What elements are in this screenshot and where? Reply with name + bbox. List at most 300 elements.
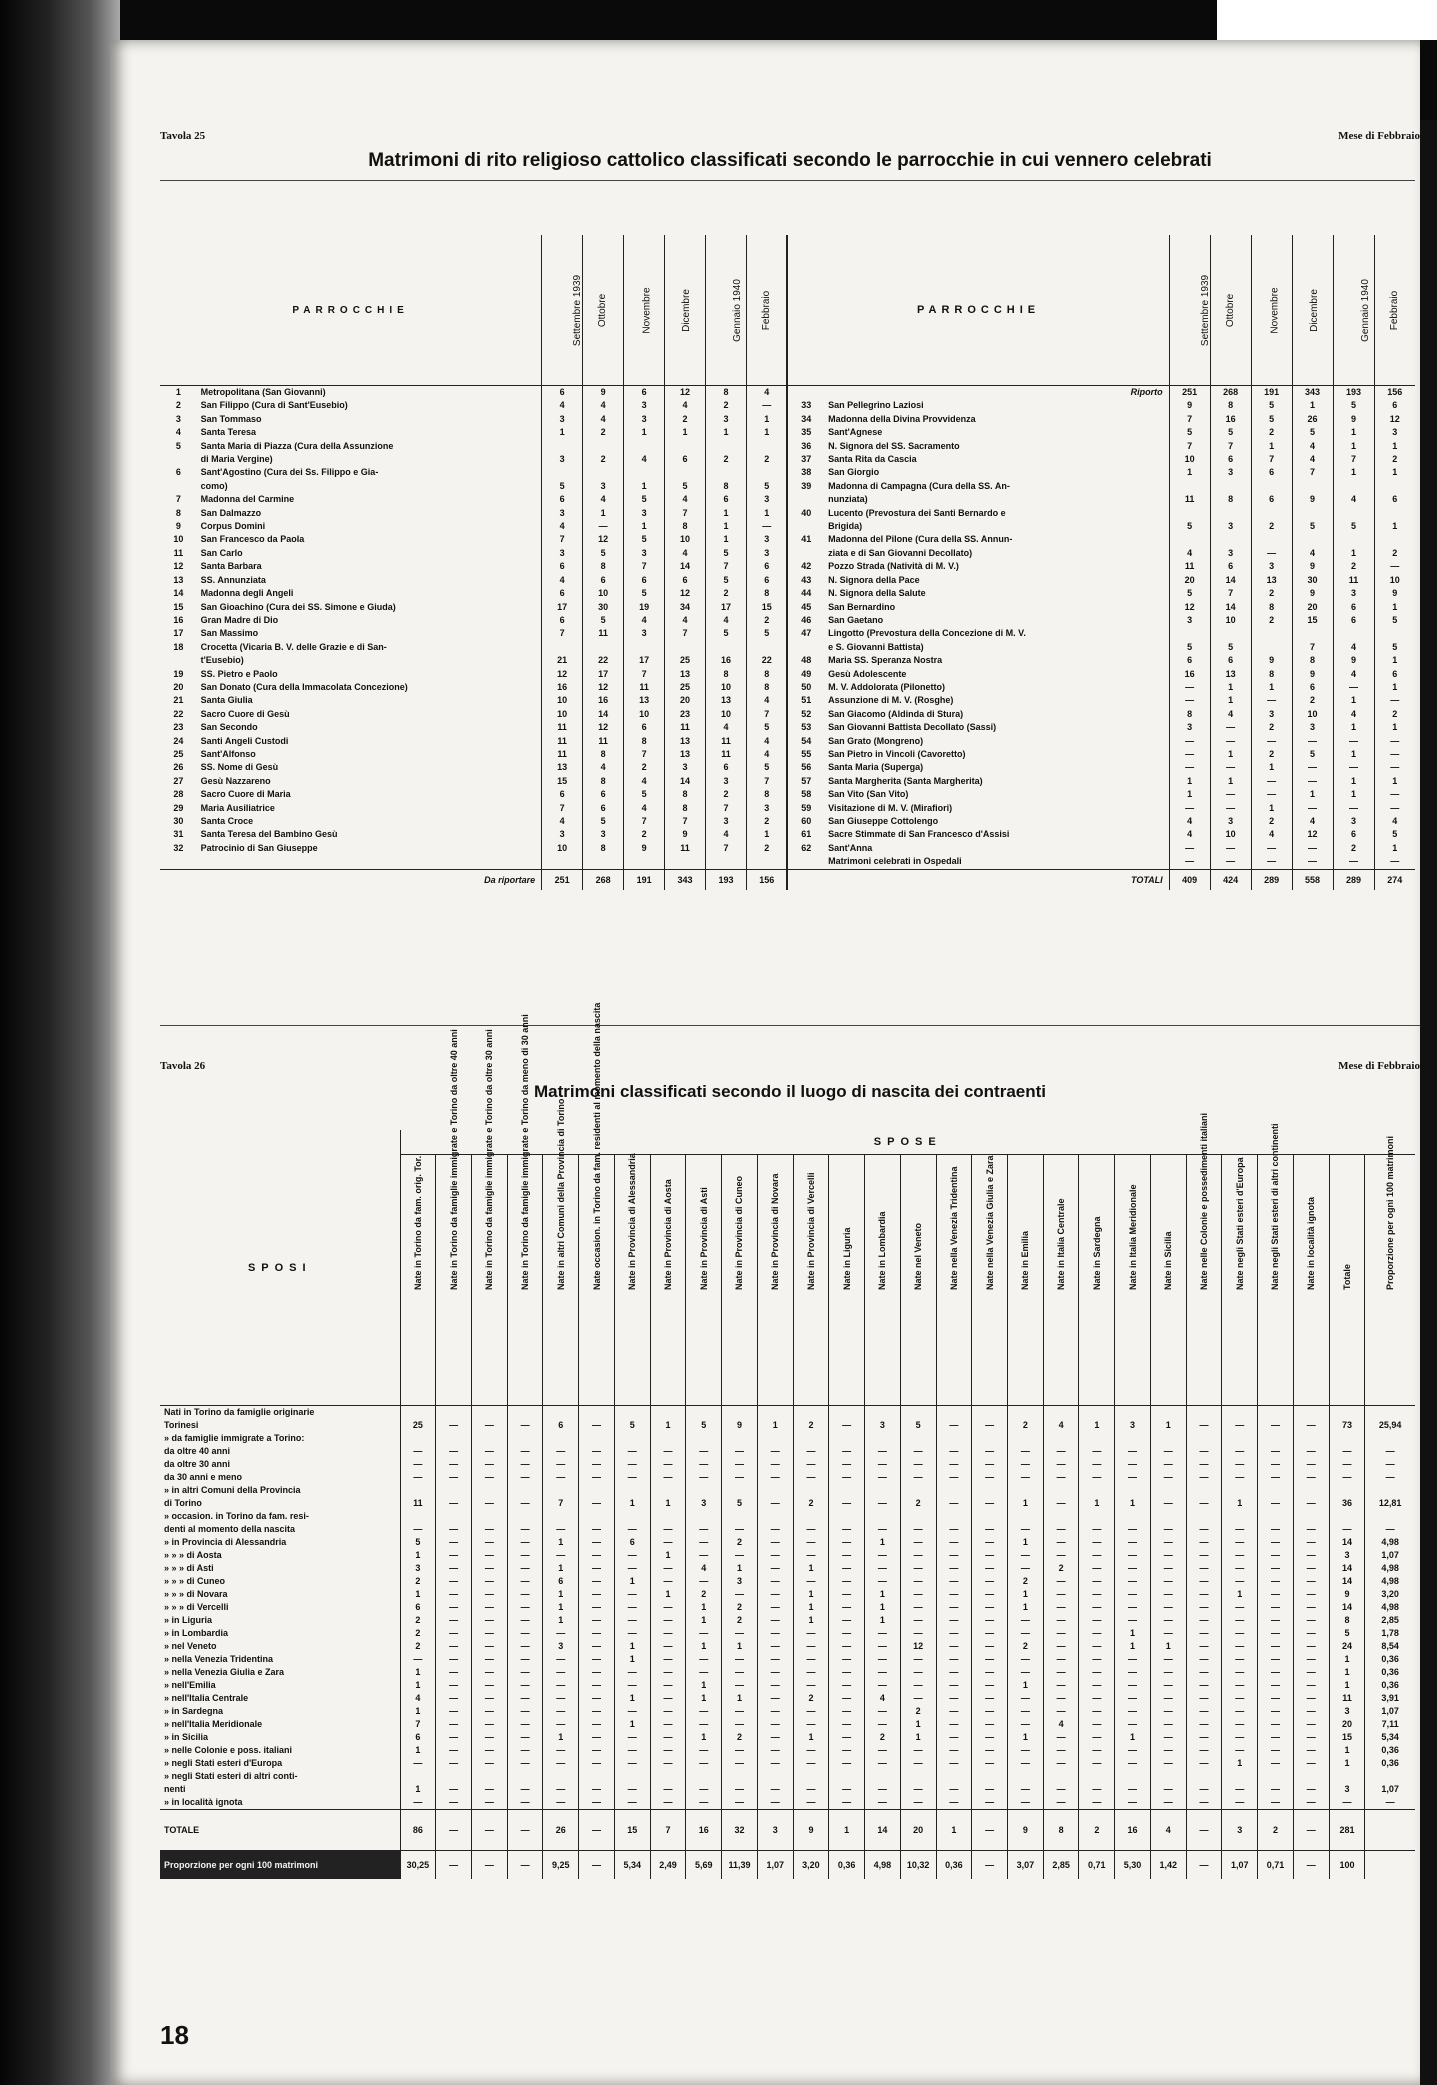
row-index: 53 (787, 721, 824, 734)
row-index: 45 (787, 601, 824, 614)
month-value: 6 (1333, 614, 1374, 627)
cell-value: 1 (1329, 1666, 1365, 1679)
cell-value: — (650, 1536, 686, 1549)
cell-value: — (507, 1549, 543, 1562)
cell-value: — (757, 1705, 793, 1718)
cell-value: — (1258, 1627, 1294, 1640)
cell-value: 1 (865, 1588, 901, 1601)
row-index: 38 (787, 466, 824, 479)
cell-value: — (579, 1588, 615, 1601)
row-index: 16 (173, 614, 184, 625)
parrocchia-name (197, 855, 542, 869)
cell-value: — (1079, 1549, 1115, 1562)
month-value: 1 (1333, 694, 1374, 707)
cell-value: — (793, 1549, 829, 1562)
cell-value (1258, 1406, 1294, 1420)
month-value (583, 466, 624, 479)
cell-value: 1 (793, 1588, 829, 1601)
month-value: — (1374, 560, 1415, 573)
proporzione-value: 3,07 (1007, 1851, 1043, 1880)
month-value: 7 (747, 708, 788, 721)
row-label: » in Sardegna (164, 1706, 224, 1716)
row-label: » in Lombardia (164, 1628, 229, 1638)
cell-value: — (1222, 1653, 1258, 1666)
cell-value: — (471, 1614, 507, 1627)
month-value: 1 (1169, 788, 1210, 801)
cell-value (972, 1484, 1008, 1497)
cell-value: — (865, 1718, 901, 1731)
totale-label: TOTALE (160, 1810, 400, 1851)
parrocchia-name: Patrocinio di San Giuseppe (200, 842, 318, 853)
cell-value: — (579, 1731, 615, 1744)
cell-value: — (972, 1783, 1008, 1796)
month-value: 1 (1210, 748, 1251, 761)
row-index: 29 (173, 802, 184, 813)
cell-value: — (900, 1796, 936, 1810)
month-value (1251, 507, 1292, 520)
parrocchia-name: Metropolitana (San Giovanni) (200, 387, 326, 397)
cell-value: — (757, 1497, 793, 1510)
cell-value: — (471, 1497, 507, 1510)
month-value: 6 (706, 761, 747, 774)
cell-value (1329, 1432, 1365, 1445)
cell-value: — (1043, 1445, 1079, 1458)
cell-value: — (1186, 1757, 1222, 1770)
cell-value: — (579, 1757, 615, 1770)
cell-value (1115, 1510, 1151, 1523)
cell-value: — (1150, 1653, 1186, 1666)
month-value: 3 (1210, 815, 1251, 828)
cell-value: — (900, 1653, 936, 1666)
row-index: 40 (787, 507, 824, 520)
cell-value: — (471, 1783, 507, 1796)
cell-value: — (900, 1458, 936, 1471)
cell-value: — (722, 1549, 758, 1562)
cell-value: — (507, 1640, 543, 1653)
month-value: 10 (542, 842, 583, 855)
cell-value: 1 (1115, 1497, 1151, 1510)
cell-value: — (1043, 1757, 1079, 1770)
month-value (747, 466, 788, 479)
parrocchia-name: N. Signora della Salute (828, 588, 926, 599)
cell-value: — (1186, 1536, 1222, 1549)
month-value: 11 (624, 681, 665, 694)
cell-value: — (650, 1601, 686, 1614)
parrocchia-name: Madonna del Carmine (200, 494, 295, 505)
column-header-text: Nate in Provincia di Aosta (663, 1179, 673, 1290)
cell-value: — (865, 1458, 901, 1471)
month-value (665, 855, 706, 869)
month-value: 1 (1333, 721, 1374, 734)
month-value: 2 (747, 842, 788, 855)
cell-value: — (1007, 1562, 1043, 1575)
row-label: » in altri Comuni della Provincia (164, 1485, 301, 1495)
month-value: — (1333, 735, 1374, 748)
parrocchia-name: Gran Madre di Dio (200, 614, 279, 625)
proporzione-value: 1,42 (1150, 1851, 1186, 1880)
month-value: 8 (1251, 601, 1292, 614)
month-value (1169, 480, 1210, 493)
cell-value: — (543, 1705, 579, 1718)
cell-value (900, 1484, 936, 1497)
row-index: 32 (173, 842, 184, 853)
cell-value: — (1293, 1692, 1329, 1705)
cell-value: 15 (1329, 1731, 1365, 1744)
cell-value: — (507, 1796, 543, 1810)
cell-value: — (936, 1718, 972, 1731)
cell-value (1258, 1432, 1294, 1445)
row-index: 61 (787, 828, 824, 841)
month-value: — (747, 520, 788, 533)
cell-value (865, 1770, 901, 1783)
row-label: » » » di Vercelli (164, 1602, 229, 1612)
table-row (160, 1692, 1415, 1705)
cell-value: — (829, 1718, 865, 1731)
column-header-text: Nate in Sicilia (1163, 1231, 1174, 1290)
month-value: 8 (665, 802, 706, 815)
cell-value: — (1258, 1471, 1294, 1484)
cell-value: — (1007, 1666, 1043, 1679)
cell-value: — (722, 1458, 758, 1471)
column-header (900, 1155, 936, 1406)
month-value: 3 (1210, 547, 1251, 560)
cell-value: — (579, 1562, 615, 1575)
cell-value: — (900, 1679, 936, 1692)
month-value: 3 (706, 413, 747, 426)
cell-value: — (436, 1744, 472, 1757)
row-index: 43 (787, 574, 824, 587)
row-label: » occasion. in Torino da fam. resi- (164, 1511, 309, 1521)
cell-value: — (1043, 1458, 1079, 1471)
month-value: 7 (1210, 440, 1251, 453)
cell-value: — (1293, 1614, 1329, 1627)
month-value: 2 (624, 828, 665, 841)
cell-value: — (686, 1627, 722, 1640)
column-header-text: Nate in Sardegna (1091, 1216, 1102, 1290)
cell-value: 3 (722, 1575, 758, 1588)
cell-value: 3 (1115, 1419, 1151, 1432)
cell-value: — (579, 1445, 615, 1458)
proporzione-value: 100 (1329, 1851, 1365, 1880)
cell-value: — (543, 1549, 579, 1562)
month-value: — (1292, 842, 1333, 855)
month-value: 1 (1333, 547, 1374, 560)
totale-value: 15 (614, 1810, 650, 1851)
cell-value: — (1150, 1523, 1186, 1536)
cell-value: — (1186, 1445, 1222, 1458)
table-row (160, 533, 1415, 546)
cell-value: — (543, 1445, 579, 1458)
month-value (747, 440, 788, 453)
month-value: 5 (747, 480, 788, 493)
cell-value: — (1115, 1783, 1151, 1796)
parrocchia-name: Madonna del Pilone (Cura della SS. Annun- (828, 534, 1013, 545)
month-value: 5 (583, 815, 624, 828)
cell-value: — (471, 1458, 507, 1471)
cell-value: 2 (722, 1536, 758, 1549)
proporzione-value: — (972, 1851, 1008, 1880)
cell-value: — (829, 1692, 865, 1705)
totale-value: — (471, 1810, 507, 1851)
cell-value: — (722, 1796, 758, 1810)
table-row (160, 1458, 1415, 1471)
cell-value: — (436, 1588, 472, 1601)
cell-value: — (936, 1549, 972, 1562)
cell-value: 1 (1222, 1757, 1258, 1770)
cell-value: — (1258, 1536, 1294, 1549)
cell-value: — (1115, 1445, 1151, 1458)
month-value (747, 855, 788, 869)
column-header (1365, 1135, 1415, 1406)
cell-value: — (1222, 1679, 1258, 1692)
month-value: 8 (747, 587, 788, 600)
cell-value: — (900, 1523, 936, 1536)
month-value: 5 (747, 721, 788, 734)
cell-value: 1 (543, 1601, 579, 1614)
month-value: 4 (583, 413, 624, 426)
cell-value: 5,34 (1365, 1731, 1415, 1744)
parrocchia-name: Lingotto (Prevostura della Concezione di M. V. (828, 628, 1026, 639)
cell-value: — (650, 1471, 686, 1484)
tavola-25-title: Matrimoni di rito religioso cattolico classificati secondo le parrocchie in cui vennero celebrati (368, 150, 1212, 171)
cell-value: — (793, 1627, 829, 1640)
cell-value: — (1043, 1692, 1079, 1705)
month-value: 7 (542, 802, 583, 815)
month-value (542, 440, 583, 453)
cell-value: — (972, 1445, 1008, 1458)
cell-value: — (1115, 1679, 1151, 1692)
month-value: 9 (1292, 668, 1333, 681)
month-value: 10 (583, 587, 624, 600)
month-value: 3 (624, 547, 665, 560)
cell-value (865, 1484, 901, 1497)
cell-value: — (900, 1757, 936, 1770)
document-page (110, 40, 1420, 2085)
cell-value (400, 1484, 436, 1497)
cell-value (543, 1510, 579, 1523)
cell-value (400, 1406, 436, 1420)
cell-value: — (1007, 1705, 1043, 1718)
parrocchia-name: Sant'Alfonso (200, 748, 256, 759)
cell-value: — (1258, 1588, 1294, 1601)
riporto-value: 268 (1210, 386, 1251, 400)
cell-value: — (1079, 1744, 1115, 1757)
totale-value: 3 (1222, 1810, 1258, 1851)
cell-value: — (1186, 1718, 1222, 1731)
cell-value: — (1258, 1614, 1294, 1627)
month-value: 1 (747, 828, 788, 841)
cell-value: — (1293, 1783, 1329, 1796)
cell-value: — (1329, 1458, 1365, 1471)
cell-value: — (1115, 1601, 1151, 1614)
month-value: 7 (1251, 453, 1292, 466)
cell-value: — (829, 1731, 865, 1744)
cell-value (1043, 1432, 1079, 1445)
cell-value: — (1043, 1679, 1079, 1692)
month-value: 11 (1333, 574, 1374, 587)
month-value: 10 (1374, 574, 1415, 587)
month-value: 7 (624, 560, 665, 573)
cell-value: — (1115, 1471, 1151, 1484)
totale-value: 9 (793, 1810, 829, 1851)
table-row (160, 426, 1415, 439)
cell-value (1150, 1484, 1186, 1497)
table-row (160, 1757, 1415, 1770)
cell-value: 1 (900, 1718, 936, 1731)
cell-value: — (1043, 1588, 1079, 1601)
cell-value: — (1293, 1523, 1329, 1536)
cell-value: — (829, 1549, 865, 1562)
table-row (160, 1484, 1415, 1497)
totale-value: 3 (757, 1810, 793, 1851)
cell-value: — (936, 1731, 972, 1744)
parrocchia-name: Madonna della Divina Provvidenza (828, 413, 976, 424)
row-label: » » » di Cuneo (164, 1576, 226, 1586)
cell-value: 1 (1329, 1653, 1365, 1666)
month-value (1169, 507, 1210, 520)
month-value: 5 (1333, 399, 1374, 412)
column-header-text: Nate in Provincia di Novara (770, 1173, 781, 1290)
proporzione-value: 5,34 (614, 1851, 650, 1880)
cell-value: 3 (1329, 1549, 1365, 1562)
cell-value (436, 1484, 472, 1497)
column-header-text: Nate nelle Colonie e possedimenti italiani (1199, 1112, 1210, 1290)
cell-value: — (865, 1783, 901, 1796)
month-value: 12 (1169, 601, 1210, 614)
month-value: — (1292, 735, 1333, 748)
cell-value: — (650, 1575, 686, 1588)
table-row (160, 520, 1415, 533)
cell-value: — (1186, 1653, 1222, 1666)
row-label: » nell'Emilia (164, 1680, 216, 1690)
cell-value (614, 1510, 650, 1523)
month-value: 5 (624, 533, 665, 546)
month-value: 4 (1169, 828, 1210, 841)
row-index (160, 855, 197, 869)
cell-value (1329, 1510, 1365, 1523)
row-index: 31 (173, 829, 184, 840)
da-riportare-value: 193 (706, 869, 747, 890)
cell-value: — (1365, 1523, 1415, 1536)
month-value: 5 (583, 614, 624, 627)
month-value: 16 (583, 694, 624, 707)
parrocchia-name: como) (200, 480, 228, 491)
cell-value: 4 (865, 1692, 901, 1705)
month-value: 12 (583, 681, 624, 694)
month-value (665, 466, 706, 479)
cell-value: 1 (400, 1744, 436, 1757)
month-value: 6 (1333, 828, 1374, 841)
cell-value (900, 1432, 936, 1445)
cell-value: 1 (686, 1640, 722, 1653)
month-value: 1 (1374, 440, 1415, 453)
parrocchia-name: Crocetta (Vicaria B. V. delle Grazie e di San- (200, 641, 387, 652)
cell-value: — (757, 1692, 793, 1705)
proporzione-value: 5,30 (1115, 1851, 1151, 1880)
month-value: 4 (747, 694, 788, 707)
totale-value: — (579, 1810, 615, 1851)
cell-value: 4,98 (1365, 1536, 1415, 1549)
parrocchia-name: San Tommaso (200, 413, 262, 424)
month-value: — (1374, 855, 1415, 869)
cell-value: 2 (722, 1601, 758, 1614)
cell-value: 1 (614, 1653, 650, 1666)
month-value: 3 (624, 413, 665, 426)
cell-value: — (1079, 1601, 1115, 1614)
cell-value (579, 1484, 615, 1497)
month-value: 1 (1333, 466, 1374, 479)
column-header-text: Nate in Torino da fam. orig. Tor. (412, 1155, 423, 1290)
table-row (160, 413, 1415, 426)
cell-value (507, 1770, 543, 1783)
cell-value: — (1007, 1744, 1043, 1757)
cell-value: — (900, 1627, 936, 1640)
month-value: 1 (1374, 654, 1415, 667)
cell-value: — (829, 1679, 865, 1692)
cell-value: — (722, 1679, 758, 1692)
cell-value: — (1115, 1575, 1151, 1588)
table-row (160, 627, 1415, 640)
parrocchia-name: SS. Pietro e Paolo (200, 668, 278, 679)
month-value: 13 (706, 694, 747, 707)
table-row (160, 1471, 1415, 1484)
cell-value (900, 1406, 936, 1420)
column-header-text: Nate in Lombardia (877, 1211, 888, 1290)
cell-value (793, 1484, 829, 1497)
row-index: 44 (787, 587, 824, 600)
month-value: 7 (1210, 587, 1251, 600)
proporzione-value: 2,49 (650, 1851, 686, 1880)
cell-value: — (1186, 1471, 1222, 1484)
cell-value: — (1043, 1796, 1079, 1810)
month-value: 1 (1374, 601, 1415, 614)
month-value: 2 (1333, 842, 1374, 855)
month-value: 14 (665, 775, 706, 788)
cell-value: — (1222, 1744, 1258, 1757)
cell-value: 6 (614, 1536, 650, 1549)
cell-value: 4,98 (1365, 1601, 1415, 1614)
proporzione-value: — (507, 1851, 543, 1880)
month-value: 2 (1251, 587, 1292, 600)
row-index: 51 (787, 694, 824, 707)
month-value (1251, 480, 1292, 493)
cell-value: 2 (1007, 1575, 1043, 1588)
row-index: 62 (787, 842, 824, 855)
month-value: 1 (1333, 748, 1374, 761)
parrocchia-name: Sacro Cuore di Maria (200, 789, 291, 800)
table-row (160, 1510, 1415, 1523)
month-value: 4 (624, 775, 665, 788)
cell-value: — (1222, 1523, 1258, 1536)
cell-value: — (793, 1718, 829, 1731)
parrocchia-name: Santa Teresa del Bambino Gesù (200, 829, 338, 840)
da-riportare-value: 343 (665, 869, 706, 890)
row-index: 10 (173, 534, 184, 545)
cell-value: — (1293, 1796, 1329, 1810)
column-header (507, 1014, 543, 1406)
table-row (160, 828, 1415, 841)
cell-value: — (1186, 1627, 1222, 1640)
cell-value: — (936, 1588, 972, 1601)
cell-value: 36 (1329, 1497, 1365, 1510)
month-value: 2 (706, 587, 747, 600)
table-row (160, 721, 1415, 734)
month-value: 26 (1292, 413, 1333, 426)
month-value: 10 (706, 681, 747, 694)
cell-value: — (829, 1705, 865, 1718)
cell-value: — (900, 1471, 936, 1484)
month-value: 12 (583, 721, 624, 734)
